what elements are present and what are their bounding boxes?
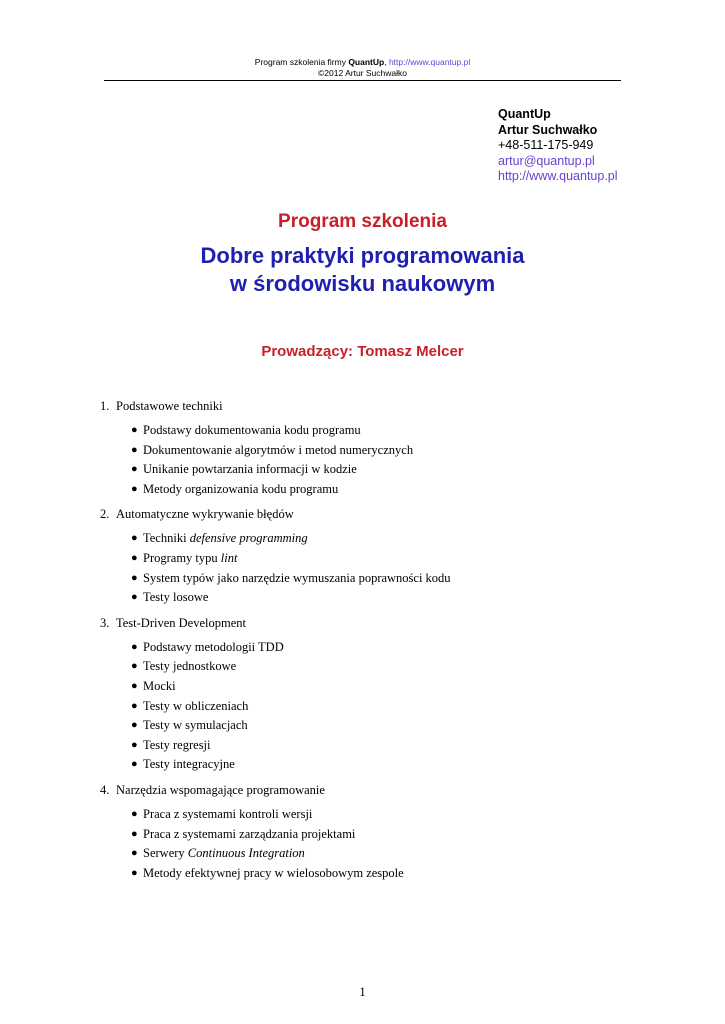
bullet-icon: ● [131, 463, 138, 476]
bullet-icon: ● [131, 660, 138, 673]
section-title [100, 781, 640, 800]
topic-item [100, 657, 640, 677]
topic-item [100, 549, 640, 569]
topic-text: Testy w symulacjach [143, 718, 248, 733]
section-title [100, 397, 640, 416]
course-title [0, 242, 725, 298]
topic-emphasis: defensive programming [189, 531, 308, 546]
topic-item [100, 569, 640, 589]
topic-text: Testy w obliczeniach [143, 698, 249, 713]
topic-text: Dokumentowanie algorytmów i metod numerycznych [143, 442, 414, 457]
syllabus-section [100, 397, 640, 505]
section-title-text: Automatyczne wykrywanie błędów [116, 507, 294, 522]
course-title-line-1: Dobre praktyki programowania [200, 243, 525, 268]
bullet-icon: ● [131, 847, 138, 860]
syllabus-section [100, 614, 640, 781]
section-title-text: Test-Driven Development [116, 615, 246, 630]
course-title-line-2: w środowisku naukowym [229, 271, 496, 296]
header-copyright: ©2012 Artur Suchwałko [318, 68, 407, 78]
topic-item [100, 460, 640, 480]
syllabus-section [100, 505, 640, 613]
contact-person: Artur Suchwałko [498, 122, 598, 137]
topic-item [100, 421, 640, 441]
topic-item [100, 755, 640, 775]
topic-list [100, 633, 640, 781]
bullet-icon: ● [131, 571, 138, 584]
topic-text: Unikanie powtarzania informacji w kodzie [143, 462, 357, 477]
bullet-icon: ● [131, 738, 138, 751]
topic-text: Serwery [143, 846, 188, 861]
bullet-icon: ● [131, 866, 138, 879]
topic-text: Testy losowe [143, 590, 209, 605]
topic-text: Podstawy metodologii TDD [143, 639, 284, 654]
bullet-icon: ● [131, 551, 138, 564]
syllabus-list [100, 397, 640, 889]
topic-list [100, 800, 640, 889]
header-line-1 [0, 57, 725, 68]
topic-item [100, 844, 640, 864]
contact-block [498, 107, 618, 185]
header-separator: , [384, 57, 389, 67]
contact-company: QuantUp [498, 107, 551, 121]
topic-text: Praca z systemami kontroli wersji [143, 806, 313, 821]
contact-email-link[interactable]: artur@quantup.pl [498, 153, 595, 168]
topic-item [100, 697, 640, 717]
topic-text: Techniki [143, 531, 190, 546]
bullet-icon: ● [131, 827, 138, 840]
bullet-icon: ● [131, 807, 138, 820]
topic-item [100, 805, 640, 825]
instructor-heading: Prowadzący: Tomasz Melcer [261, 343, 464, 360]
topic-text: Testy integracyjne [143, 757, 235, 772]
document-type-heading: Program szkolenia [278, 211, 447, 232]
section-title-text: Narzędzia wspomagające programowanie [116, 782, 325, 797]
header-prefix: Program szkolenia firmy [254, 57, 349, 67]
bullet-icon: ● [131, 699, 138, 712]
section-title-text: Podstawowe techniki [116, 399, 223, 413]
topic-item [100, 677, 640, 697]
topic-text: Testy regresji [143, 737, 211, 752]
topic-text: Praca z systemami zarządzania projektami [143, 826, 356, 841]
topic-emphasis: lint [220, 550, 238, 565]
topic-text: System typów jako narzędzie wymuszania poprawności kodu [143, 570, 451, 585]
running-header [0, 57, 725, 79]
contact-website-link[interactable]: http://www.quantup.pl [498, 169, 618, 183]
topic-text: Podstawy dokumentowania kodu programu [143, 423, 361, 437]
topic-emphasis: Continuous Integration [187, 846, 305, 861]
topic-text: Metody efektywnej pracy w wielosobowym zespole [143, 865, 404, 880]
section-title [100, 614, 640, 633]
topic-list [100, 416, 640, 505]
bullet-icon: ● [131, 482, 138, 495]
topic-text: Mocki [143, 678, 176, 693]
topic-item [100, 441, 640, 461]
section-title [100, 505, 640, 524]
topic-text: Testy jednostkowe [143, 659, 237, 674]
contact-phone: +48-511-175-949 [498, 138, 594, 152]
bullet-icon: ● [131, 591, 138, 604]
header-brand: QuantUp [348, 57, 385, 67]
bullet-icon: ● [131, 758, 138, 771]
page-number: 1 [359, 985, 366, 999]
section-number: 3. [100, 615, 110, 630]
topic-item [100, 638, 640, 658]
topic-text: Metody organizowania kodu programu [143, 481, 339, 496]
syllabus-section [100, 781, 640, 889]
topic-list [100, 524, 640, 613]
topic-item [100, 480, 640, 500]
bullet-icon: ● [131, 424, 138, 436]
topic-item [100, 825, 640, 845]
bullet-icon: ● [131, 443, 138, 456]
bullet-icon: ● [131, 679, 138, 692]
header-url-link[interactable]: http://www.quantup.pl [388, 57, 471, 67]
bullet-icon: ● [131, 719, 138, 732]
topic-item [100, 864, 640, 884]
header-divider [104, 80, 621, 81]
bullet-icon: ● [131, 532, 138, 545]
topic-item [100, 736, 640, 756]
topic-item [100, 716, 640, 736]
section-number: 1. [100, 399, 110, 413]
section-number: 2. [100, 507, 110, 522]
topic-text: Programy typu [143, 550, 221, 565]
section-number: 4. [100, 782, 110, 797]
topic-item [100, 529, 640, 549]
bullet-icon: ● [131, 640, 138, 653]
topic-item [100, 588, 640, 608]
